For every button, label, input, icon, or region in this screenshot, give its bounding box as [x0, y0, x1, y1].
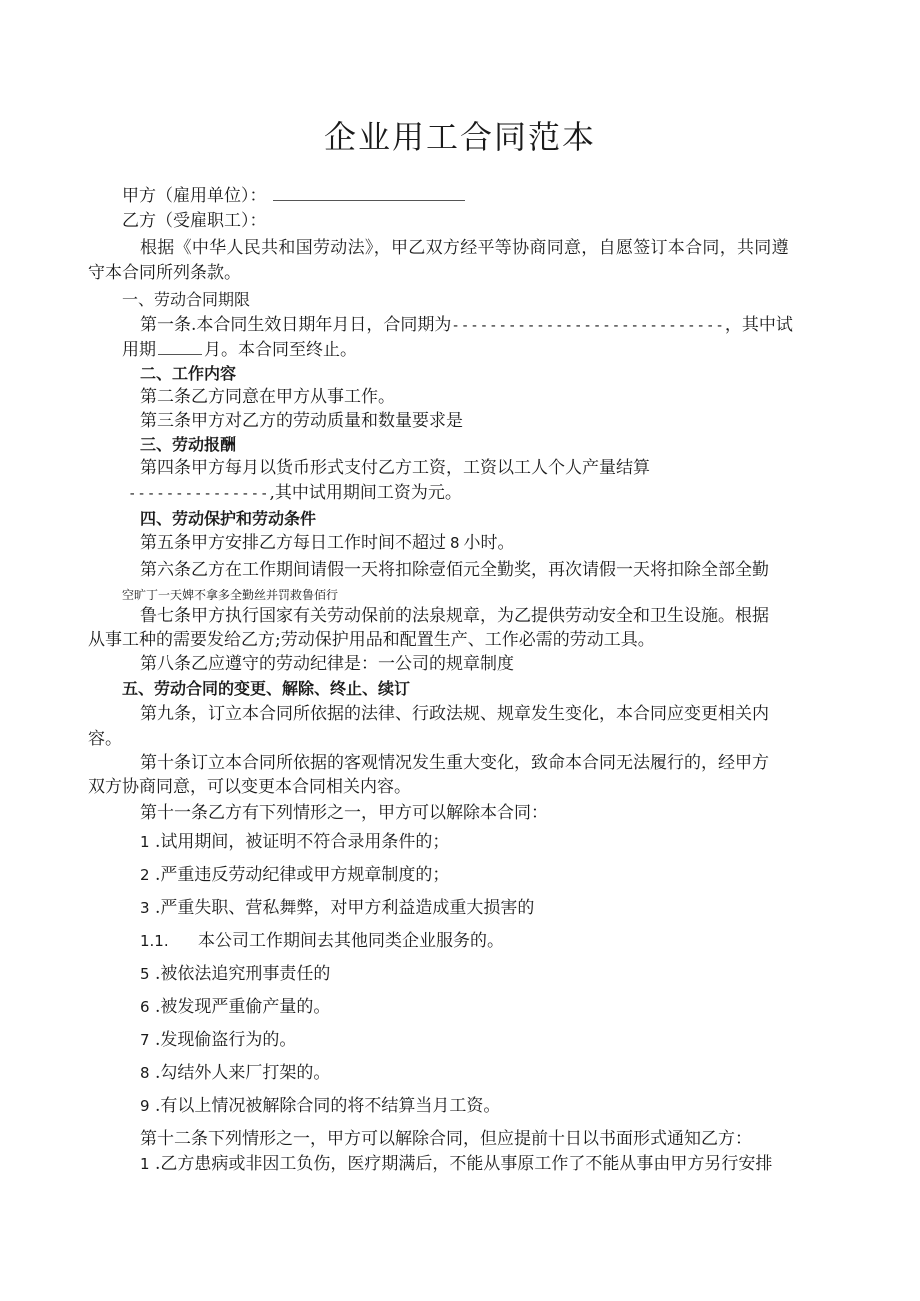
list-item-text: .乙方患病或非因工负伤，医疗期满后，不能从事原工作了不能从事由甲方另行安排	[154, 1154, 773, 1174]
article-1-dashes: -----------------------------	[451, 318, 725, 334]
article-5-hours: 8	[450, 534, 460, 552]
list-item-number: 2	[140, 866, 150, 884]
article-1-text-b: ，其中试	[724, 315, 793, 335]
list-item	[140, 1028, 296, 1052]
article-2: 第二条乙方同意在甲方从事工作。	[140, 387, 395, 407]
list-item-number: 3	[140, 899, 150, 917]
article-9-line-1: 第九条，订立本合同所依据的法律、行政法规、规章发生变化，本合同应变更相关内	[140, 704, 769, 724]
list-item-text: .勾结外人来厂打架的。	[154, 1063, 331, 1083]
list-item-text: 本公司工作期间去其他同类企业服务的。	[198, 931, 504, 951]
party-a-label: 甲方（雇用单位）：	[122, 186, 267, 206]
party-b-label: 乙方（受雇职工）：	[122, 211, 267, 231]
article-5-text-b: 小时。	[463, 533, 515, 553]
list-item	[140, 929, 504, 953]
section-4-heading: 四、劳动保护和劳动条件	[140, 509, 317, 528]
list-item	[140, 1061, 330, 1085]
probation-blank	[158, 340, 202, 355]
article-9-line-2: 容。	[88, 729, 122, 749]
article-1-line-2	[122, 338, 357, 362]
list-item	[140, 995, 330, 1019]
intro-line-2: 守本合同所列条款。	[88, 263, 241, 283]
article-1-probation-text: 月。本合同至终止。	[204, 340, 357, 360]
party-a-line	[122, 184, 465, 208]
list-item-text: .被发现严重偷产量的。	[154, 997, 331, 1017]
intro-line-1: 根据《中华人民共和国劳动法》，甲乙双方经平等协商同意，自愿签订本合同，共同遵	[140, 238, 789, 258]
article-4-dashes: ---------------	[128, 486, 270, 502]
article-12: 第十二条下列情形之一，甲方可以解除合同，但应提前十日以书面形式通知乙方：	[140, 1129, 752, 1149]
section-3-heading: 三、劳动报酬	[140, 435, 237, 454]
article-12-item-1	[140, 1152, 772, 1176]
list-item-text: .严重失职、营私舞弊，对甲方利益造成重大损害的	[154, 898, 535, 918]
article-7-line-2: 从事工种的需要发给乙方;劳动保护用品和配置生产、工作必需的劳动工具。	[88, 630, 655, 650]
article-5	[140, 531, 515, 555]
list-item	[140, 896, 534, 920]
article-4-line-2	[128, 481, 462, 506]
list-item-number: 5	[140, 965, 150, 983]
article-3: 第三条甲方对乙方的劳动质量和数量要求是	[140, 411, 463, 431]
article-4-line-1: 第四条甲方每月以货币形式支付乙方工资，工资以工人个人产量结算	[140, 458, 650, 478]
list-item-text: .发现偷盗行为的。	[154, 1030, 297, 1050]
article-10-line-2: 双方协商同意，可以变更本合同相关内容。	[88, 777, 411, 797]
list-item-number: 1.1.	[140, 932, 169, 950]
list-item-text: .严重违反劳动纪律或甲方规章制度的；	[154, 865, 450, 885]
list-item	[140, 962, 330, 986]
article-1-text-a: 第一条.本合同生效日期年月日，合同期为	[140, 315, 452, 335]
section-1-heading: 一、劳动合同期限	[122, 290, 251, 309]
article-10-line-1: 第十条订立本合同所依据的客观情况发生重大变化，致命本合同无法履行的，经甲方	[140, 753, 769, 773]
list-item	[140, 863, 449, 887]
article-6-continuation: 空旷丁一天婢不拿多全勤丝并罚救鲁佰行	[122, 588, 339, 602]
list-item-text: .有以上情况被解除合同的将不结算当月工资。	[154, 1096, 501, 1116]
party-a-blank	[273, 186, 465, 201]
list-item-text: .试用期间，被证明不符合录用条件的；	[154, 832, 450, 852]
section-2-heading: 二、工作内容	[140, 364, 237, 383]
list-item	[140, 830, 449, 854]
article-1-probation-label: 用期	[122, 340, 156, 360]
article-11: 第十一条乙方有下列情形之一，甲方可以解除本合同：	[140, 803, 548, 823]
article-7-line-1: 鲁七条甲方执行国家有关劳动保前的法泉规章，为乙提供劳动安全和卫生设施。根据	[140, 606, 769, 626]
article-8: 第八条乙应遵守的劳动纪律是：一公司的规章制度	[140, 654, 514, 674]
list-item-number: 1	[140, 1155, 150, 1173]
list-item-number: 7	[140, 1031, 150, 1049]
article-4-text: ,其中试用期间工资为元。	[269, 483, 462, 503]
list-item	[140, 1094, 500, 1118]
article-5-text-a: 第五条甲方安排乙方每日工作时间不超过	[140, 533, 446, 553]
list-item-number: 8	[140, 1064, 150, 1082]
article-6: 第六条乙方在工作期间请假一天将扣除壹佰元全勤奖，再次请假一天将扣除全部全勤	[140, 560, 769, 580]
list-item-number: 9	[140, 1097, 150, 1115]
list-item-number: 1	[140, 833, 150, 851]
section-5-heading: 五、劳动合同的变更、解除、终止、续订	[122, 679, 411, 698]
list-item-number: 6	[140, 998, 150, 1016]
document-title: 企业用工合同范本	[323, 118, 596, 156]
list-item-text: .被依法追究刑事责任的	[154, 964, 331, 984]
article-1-line-1	[140, 313, 793, 338]
